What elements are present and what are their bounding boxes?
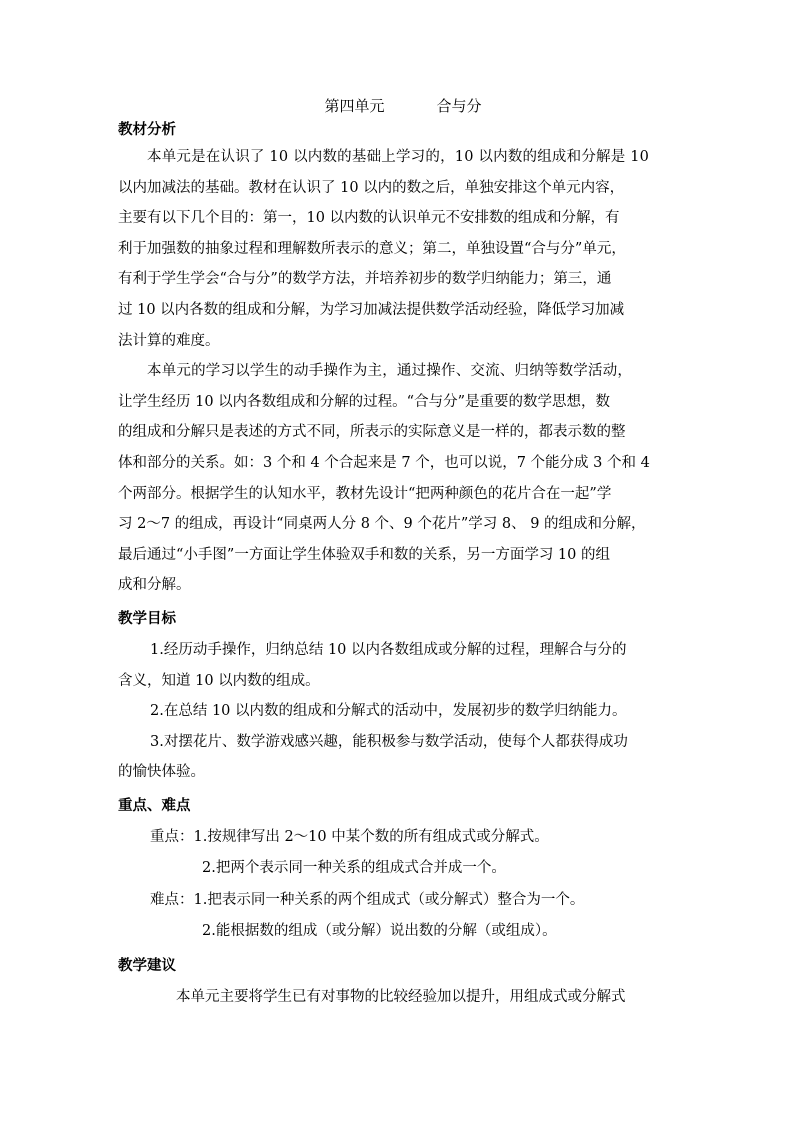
- key-point-1: 重点：1.按规律写出 2～10 中某个数的所有组成式或分解式。: [150, 828, 549, 845]
- text-line: 成和分解。: [118, 577, 191, 594]
- text-line: 体和部分的关系。如：3 个和 4 个合起来是 7 个，也可以说，7 个能分成 3 个和 4: [118, 454, 650, 471]
- text-line: 最后通过“小手图”一方面让学生体验双手和数的关系，另一方面学习 10 的组: [118, 546, 610, 563]
- difficulty-2: 2.能根据数的组成（或分解）说出数的分解（或组成）。: [202, 923, 557, 940]
- unit-number: 第四单元: [324, 97, 385, 115]
- document-page: [118, 94, 678, 1012]
- section-heading-key-points: 重点、难点: [118, 797, 191, 814]
- text-line: 利于加强数的抽象过程和理解数所表示的意义；第二，单独设置“合与分”单元，: [118, 240, 626, 257]
- key-point-2: 2.把两个表示同一种关系的组成式合并成一个。: [202, 860, 506, 877]
- text-line: 本单元的学习以学生的动手操作为主，通过操作、交流、归纳等数学活动，: [147, 363, 633, 380]
- text-line: 主要有以下几个目的：第一，10 以内数的认识单元不安排数的组成和分解，有: [118, 210, 620, 227]
- section-heading-analysis: 教材分析: [118, 122, 176, 138]
- difficulty-1: 难点：1.把表示同一种关系的两个组成式（或分解式）整合为一个。: [150, 891, 585, 908]
- goal-item-2: 2.在总结 10 以内数的组成和分解式的活动中，发展初步的数学归纳能力。: [150, 703, 627, 720]
- text-line: 过 10 以内各数的组成和分解，为学习加减法提供数学活动经验，降低学习加减: [118, 301, 625, 318]
- text-line: 习 2～7 的组成，再设计“同桌两人分 8 个、9 个花片”学习 8、 9 的组成和分解，: [118, 516, 646, 533]
- goal-item-3-cont: 的愉快体验。: [118, 764, 205, 781]
- text-line: 个两部分。根据学生的认知水平，教材先设计“把两种颜色的花片合在一起”学: [118, 485, 612, 502]
- unit-title: [118, 94, 678, 118]
- analysis-paragraph-1: [118, 142, 678, 356]
- goal-item-1-cont: 含义，知道 10 以内数的组成。: [118, 672, 320, 689]
- goal-item-1: 1.经历动手操作，归纳总结 10 以内各数组成或分解的过程，理解合与分的: [150, 641, 627, 658]
- text-line: 有利于学生学会“合与分”的数学方法，并培养初步的数学归纳能力；第三，通: [118, 271, 612, 288]
- text-line: 本单元是在认识了 10 以内数的基础上学习的，10 以内数的组成和分解是 10: [147, 149, 650, 165]
- section-heading-suggestions: 教学建议: [118, 957, 176, 974]
- text-line: 以内加减法的基础。教材在认识了 10 以内的数之后，单独安排这个单元内容，: [118, 179, 625, 196]
- unit-name: 合与分: [436, 97, 482, 115]
- section-heading-goals: 教学目标: [118, 610, 176, 627]
- suggestions-paragraph: 本单元主要将学生已有对事物的比较经验加以提升，用组成式或分解式: [176, 988, 626, 1005]
- text-line: 法计算的难度。: [118, 332, 220, 349]
- goal-item-3: 3.对摆花片、数学游戏感兴趣，能积极参与数学活动，使每个人都获得成功: [150, 733, 628, 750]
- text-line: 的组成和分解只是表述的方式不同，所表示的实际意义是一样的，都表示数的整: [118, 424, 626, 441]
- text-line: 让学生经历 10 以内各数组成和分解的过程。“合与分”是重要的数学思想，数: [118, 393, 610, 410]
- analysis-paragraph-2: [118, 356, 678, 601]
